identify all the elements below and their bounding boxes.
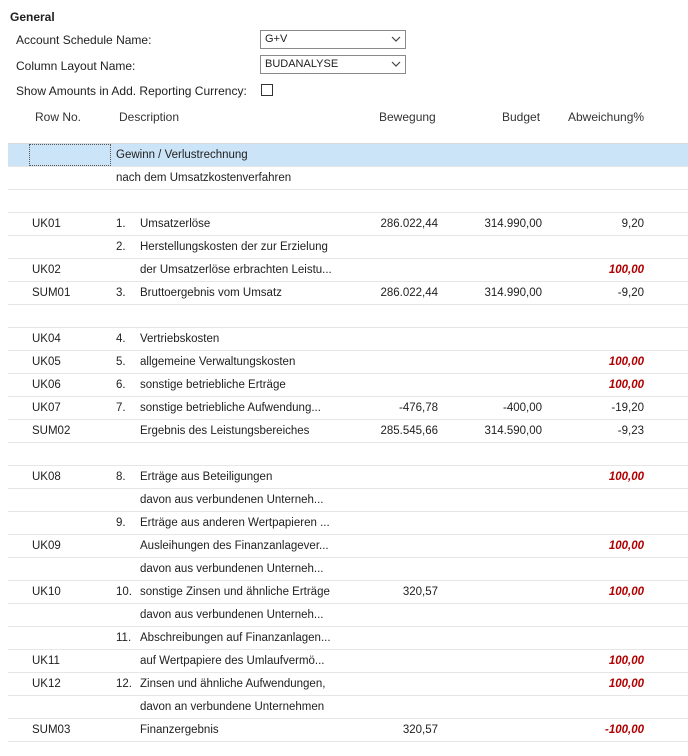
abweichung-cell: -19,20: [611, 402, 644, 414]
bewegung-cell: 320,57: [402, 586, 438, 598]
row-no-cell: SUM01: [32, 287, 71, 299]
chevron-down-icon: [391, 59, 401, 69]
table-row[interactable]: [8, 719, 688, 742]
description-cell: Finanzergebnis: [140, 724, 219, 736]
table-row[interactable]: [8, 305, 688, 328]
table-row[interactable]: [8, 466, 688, 489]
table-row[interactable]: [8, 236, 688, 259]
abweichung-cell: 100,00: [608, 356, 644, 368]
description-cell: der Umsatzerlöse erbrachten Leistu...: [140, 264, 332, 276]
table-row[interactable]: [8, 420, 688, 443]
description-cell: davon aus verbundenen Unterneh...: [140, 609, 324, 621]
row-no-cell: UK08: [32, 471, 61, 483]
column-layout-label: Column Layout Name:: [16, 59, 136, 73]
item-number-cell: 2.: [116, 241, 126, 253]
col-header-row-no[interactable]: Row No.: [35, 110, 82, 124]
table-row[interactable]: [8, 558, 688, 581]
chevron-down-icon: [391, 34, 401, 44]
row-no-cell: UK11: [32, 655, 60, 667]
budget-cell: 314.590,00: [484, 425, 542, 437]
table-row[interactable]: [8, 650, 688, 673]
item-number-cell: 4.: [116, 333, 126, 345]
abweichung-cell: 9,20: [621, 218, 644, 230]
bewegung-cell: 320,57: [402, 724, 438, 736]
description-cell: Zinsen und ähnliche Aufwendungen,: [140, 678, 326, 690]
item-number-cell: 9.: [116, 517, 126, 529]
description-cell: Erträge aus Beteiligungen: [140, 471, 273, 483]
table-row[interactable]: [8, 627, 688, 650]
description-cell: Ergebnis des Leistungsbereiches: [140, 425, 310, 437]
item-number-cell: 3.: [116, 287, 126, 299]
description-cell: Vertriebskosten: [140, 333, 220, 345]
account-schedule-label: Account Schedule Name:: [16, 33, 152, 47]
table-row[interactable]: [8, 282, 688, 305]
table-row[interactable]: [8, 535, 688, 558]
item-number-cell: 8.: [116, 471, 126, 483]
abweichung-cell: 100,00: [608, 586, 644, 598]
table-row[interactable]: [8, 328, 688, 351]
col-header-description[interactable]: Description: [119, 110, 180, 124]
table-row[interactable]: [8, 489, 688, 512]
description-cell: sonstige betriebliche Aufwendung...: [140, 402, 321, 414]
description-cell: Erträge aus anderen Wertpapieren ...: [140, 517, 330, 529]
row-no-cell: UK05: [32, 356, 61, 368]
budget-cell: 314.990,00: [484, 287, 542, 299]
show-amounts-checkbox[interactable]: [261, 84, 273, 96]
bewegung-cell: 285.545,66: [380, 425, 438, 437]
abweichung-cell: 100,00: [608, 379, 644, 391]
description-cell: allgemeine Verwaltungskosten: [140, 356, 296, 368]
abweichung-cell: -9,20: [617, 287, 644, 299]
table-row[interactable]: [8, 581, 688, 604]
abweichung-cell: 100,00: [608, 471, 644, 483]
row-no-cell: SUM03: [32, 724, 71, 736]
item-number-cell: 5.: [116, 356, 126, 368]
row-no-cell: UK02: [32, 264, 61, 276]
description-cell: Ausleihungen des Finanzanlagever...: [140, 540, 329, 552]
section-title-general: General: [10, 10, 55, 24]
description-cell: Abschreibungen auf Finanzanlagen...: [140, 632, 331, 644]
description-cell: sonstige betriebliche Erträge: [140, 379, 286, 391]
item-number-cell: 7.: [116, 402, 126, 414]
description-cell: davon an verbundene Unternehmen: [140, 701, 325, 713]
col-header-abweichung[interactable]: Abweichung%: [568, 110, 645, 124]
abweichung-cell: -9,23: [617, 425, 644, 437]
row-no-cell: UK10: [32, 586, 61, 598]
show-amounts-label: Show Amounts in Add. Reporting Currency:: [16, 84, 247, 98]
description-cell: davon aus verbundenen Unterneh...: [140, 494, 324, 506]
table-row[interactable]: [8, 213, 688, 236]
table-row[interactable]: [8, 144, 688, 167]
item-number-cell: 1.: [116, 218, 126, 230]
bewegung-cell: 286.022,44: [380, 287, 438, 299]
item-number-cell: 10.: [116, 586, 132, 598]
table-row[interactable]: [8, 397, 688, 420]
grid-header: [8, 105, 688, 144]
description-cell: Umsatzerlöse: [140, 218, 211, 230]
table-row[interactable]: [8, 512, 688, 535]
budget-cell: 314.990,00: [484, 218, 542, 230]
table-row[interactable]: [8, 604, 688, 627]
abweichung-cell: 100,00: [608, 540, 644, 552]
row-no-cell: UK12: [32, 678, 61, 690]
col-header-budget[interactable]: Budget: [502, 110, 541, 124]
table-row[interactable]: [8, 351, 688, 374]
item-number-cell: 12.: [116, 678, 132, 690]
table-row[interactable]: [8, 190, 688, 213]
bewegung-cell: 286.022,44: [380, 218, 438, 230]
row-no-cell: UK01: [32, 218, 61, 230]
row-no-cell: UK06: [32, 379, 61, 391]
row-no-cell: UK07: [32, 402, 61, 414]
table-row[interactable]: [8, 696, 688, 719]
abweichung-cell: 100,00: [608, 264, 644, 276]
column-layout-value: BUDANALYSE: [265, 58, 339, 70]
description-cell: Bruttoergebnis vom Umsatz: [140, 287, 282, 299]
description-cell: sonstige Zinsen und ähnliche Erträge: [140, 586, 330, 598]
account-schedule-value: G+V: [265, 33, 288, 45]
description-cell: auf Wertpapiere des Umlaufvermö...: [140, 655, 325, 667]
row-no-cell: UK09: [32, 540, 61, 552]
table-row[interactable]: [8, 673, 688, 696]
description-cell: nach dem Umsatzkostenverfahren: [116, 172, 292, 184]
abweichung-cell: 100,00: [608, 678, 644, 690]
column-layout-select[interactable]: [260, 55, 406, 74]
table-row[interactable]: [8, 443, 688, 466]
description-cell: davon aus verbundenen Unterneh...: [140, 563, 324, 575]
account-schedule-select[interactable]: [260, 30, 406, 49]
row-no-focus-cell[interactable]: [29, 144, 111, 166]
row-no-cell: UK04: [32, 333, 61, 345]
grid-body: [8, 144, 688, 742]
item-number-cell: 6.: [116, 379, 126, 391]
col-header-bewegung[interactable]: Bewegung: [379, 110, 436, 124]
table-row[interactable]: [8, 259, 688, 282]
row-no-cell: SUM02: [32, 425, 71, 437]
item-number-cell: 11.: [116, 632, 132, 644]
description-cell: Gewinn / Verlustrechnung: [116, 149, 248, 161]
table-row[interactable]: [8, 167, 688, 190]
table-row[interactable]: [8, 374, 688, 397]
bewegung-cell: -476,78: [398, 402, 438, 414]
abweichung-cell: -100,00: [604, 724, 644, 736]
account-schedule-grid: [8, 105, 688, 742]
abweichung-cell: 100,00: [608, 655, 644, 667]
budget-cell: -400,00: [502, 402, 542, 414]
description-cell: Herstellungskosten der zur Erzielung: [140, 241, 328, 253]
